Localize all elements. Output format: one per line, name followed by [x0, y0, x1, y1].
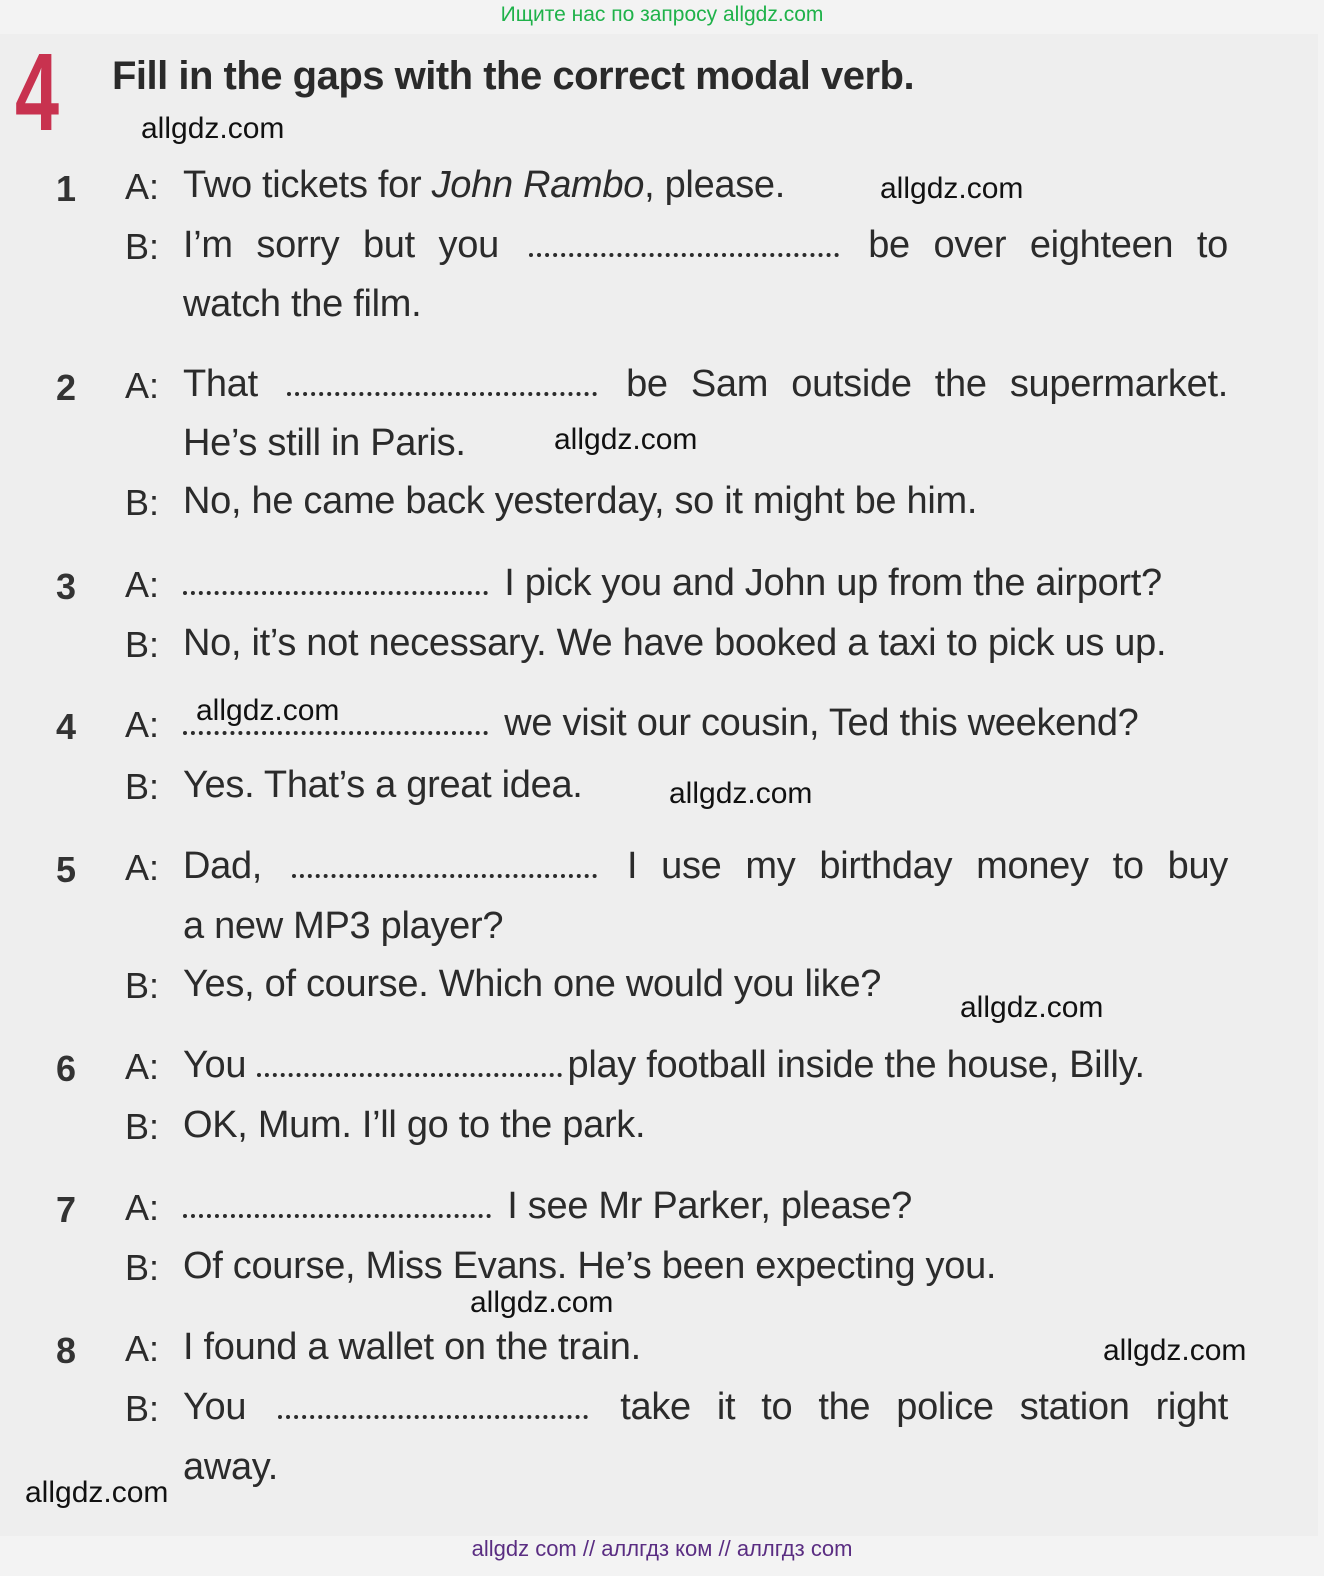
item-number: 1 [56, 168, 77, 209]
dialogue-line: we visit our cousin, Ted this weekend? [183, 702, 1228, 745]
dialogue-line: Yes, of course. Which one would you like? [183, 963, 882, 1005]
dialogue-line: watch the film. [183, 283, 422, 325]
item-number: 4 [56, 706, 77, 747]
item-number: 5 [56, 849, 77, 890]
dialogue-line: away. [183, 1446, 278, 1488]
answer-gap[interactable] [529, 249, 839, 257]
watermark: allgdz.com [960, 991, 1104, 1024]
answer-gap[interactable] [183, 587, 488, 595]
watermark: allgdz.com [196, 694, 340, 727]
dialogue-line: I see Mr Parker, please? [183, 1185, 1228, 1228]
answer-gap[interactable] [287, 388, 597, 396]
watermark: allgdz.com [470, 1286, 614, 1319]
item-number: 2 [56, 367, 77, 408]
dialogue-line: You take it to the police station right [183, 1386, 1228, 1428]
watermark: allgdz.com [1103, 1334, 1247, 1367]
dialogue-line: I’m sorry but you be over eighteen to [183, 224, 1228, 266]
watermark: allgdz.com [141, 112, 285, 145]
dialogue-line: No, it’s not necessary. We have booked a taxi to pick us up. [183, 622, 1167, 664]
speaker-label: A: [125, 1328, 160, 1369]
watermark: allgdz.com [669, 777, 813, 810]
watermark: allgdz.com [25, 1476, 169, 1509]
bottom-banner[interactable]: allgdz com // аллгдз ком // аллгдз com [471, 1536, 853, 1561]
dialogue-line: OK, Mum. I’ll go to the park. [183, 1104, 646, 1146]
speaker-label: A: [125, 564, 160, 605]
dialogue-line: Of course, Miss Evans. He’s been expecting you. [183, 1245, 997, 1287]
speaker-label: B: [125, 1388, 160, 1429]
speaker-label: A: [125, 1046, 160, 1087]
answer-gap[interactable] [183, 727, 488, 735]
answer-gap[interactable] [292, 870, 597, 878]
speaker-label: A: [125, 1187, 160, 1228]
item-number: 7 [56, 1189, 77, 1230]
speaker-label: B: [125, 482, 160, 523]
dialogue-line: No, he came back yesterday, so it might be him. [183, 480, 978, 522]
dialogue-line: That be Sam outside the supermarket. [183, 363, 1228, 405]
dialogue-line: Yes. That’s a great idea. [183, 764, 583, 806]
dialogue-line: You play football inside the house, Billy. [183, 1044, 1145, 1086]
dialogue-line: a new MP3 player? [183, 905, 504, 947]
speaker-label: B: [125, 624, 160, 665]
answer-gap[interactable] [257, 1069, 562, 1077]
speaker-label: B: [125, 1106, 160, 1147]
answer-gap[interactable] [278, 1411, 588, 1419]
dialogue-line: Two tickets for John Rambo, please. [183, 164, 786, 206]
item-number: 6 [56, 1048, 77, 1089]
speaker-label: A: [125, 166, 160, 207]
speaker-label: B: [125, 226, 160, 267]
speaker-label: A: [125, 704, 160, 745]
item-number: 3 [56, 566, 77, 607]
dialogue-line: Dad, I use my birthday money to buy [183, 845, 1229, 887]
exercise-number: 4 [15, 31, 60, 154]
speaker-label: A: [125, 365, 160, 406]
item-number: 8 [56, 1330, 77, 1371]
speaker-label: B: [125, 965, 160, 1006]
top-banner[interactable]: Ищите нас по запросу allgdz.com [500, 3, 824, 26]
dialogue-line: He’s still in Paris. [183, 422, 466, 464]
watermark: allgdz.com [554, 423, 698, 456]
speaker-label: A: [125, 847, 160, 888]
exercise-title: Fill in the gaps with the correct modal verb. [112, 54, 915, 98]
speaker-label: B: [125, 766, 160, 807]
dialogue-line: I pick you and John up from the airport? [183, 562, 1228, 605]
dialogue-line: I found a wallet on the train. [183, 1326, 641, 1368]
answer-gap[interactable] [183, 1210, 491, 1218]
speaker-label: B: [125, 1247, 160, 1288]
watermark: allgdz.com [880, 172, 1024, 205]
